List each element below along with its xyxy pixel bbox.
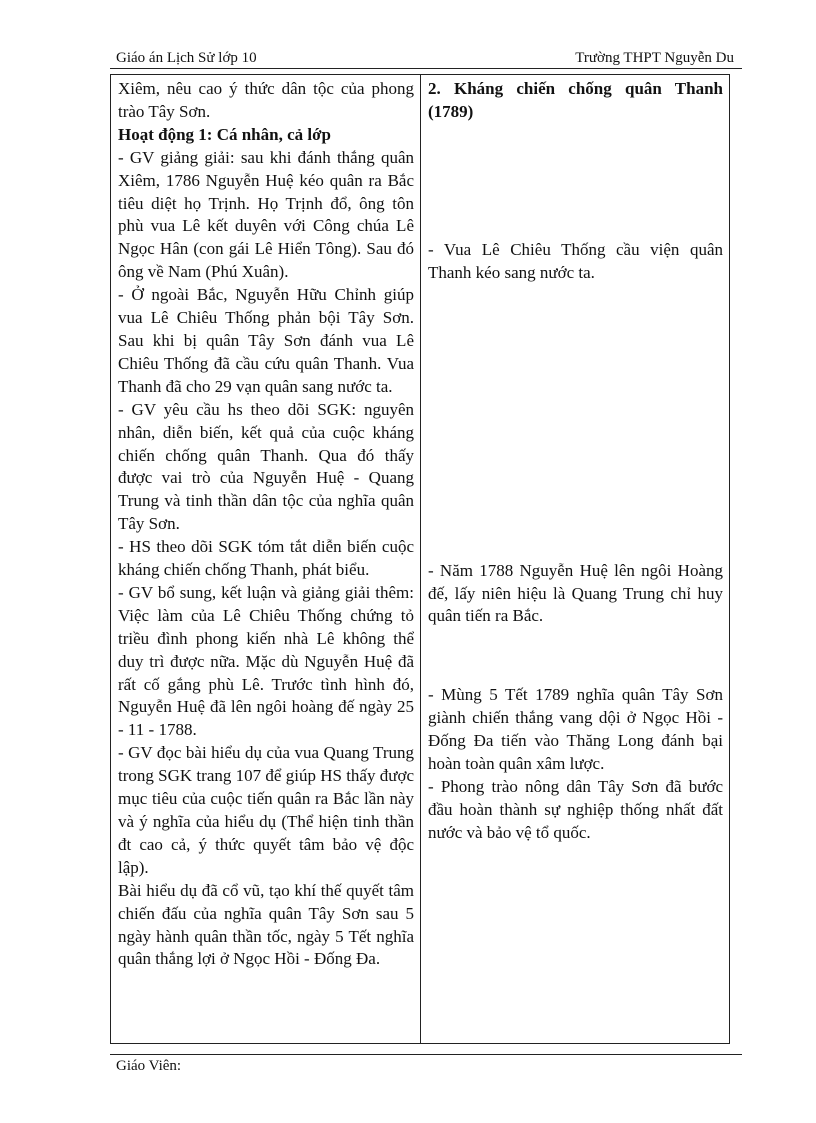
right-paragraph: - Vua Lê Chiêu Thống cầu viện quân Thanh kéo sang nước ta. (428, 239, 723, 282)
page-header (110, 48, 742, 68)
teacher-student-activities-column (111, 75, 421, 1043)
header-divider (110, 68, 742, 69)
section-heading: 2. Kháng chiến chống quân Thanh (1789) (428, 79, 723, 121)
left-paragraph: - GV đọc bài hiểu dụ của vua Quang Trung trong SGK trang 107 để giúp HS thấy được mục tiêu của cuộc tiến quân ra Bắc lần này và ý nghĩa của hiểu dụ (Thể hiện tinh thần đt cao cả, ý thức quyết tâm bảo vệ độc lập). (118, 743, 414, 877)
left-paragraph: - Ở ngoài Bắc, Nguyễn Hữu Chỉnh giúp vua Lê Chiêu Thống phản bội Tây Sơn. Sau khi bị quân Tây Sơn đánh vua Lê Chiêu Thống đã cầu cứu quân Thanh. Vua Thanh đã cho 29 vạn quân sang nước ta. (118, 285, 414, 396)
spacer (428, 285, 723, 560)
knowledge-content-column (421, 75, 729, 1043)
header-subject: Giáo án Lịch Sử lớp 10 (116, 50, 257, 66)
right-paragraph: - Mùng 5 Tết 1789 nghĩa quân Tây Sơn giành chiến thắng vang dội ở Ngọc Hồi - Đống Đa tiến vào Thăng Long đánh bại hoàn toàn quân xâm lược. (428, 685, 723, 774)
spacer (428, 628, 723, 684)
right-paragraph: - Phong trào nông dân Tây Sơn đã bước đầu hoàn thành sự nghiệp thống nhất đất nước và bảo vệ tổ quốc. (428, 776, 723, 842)
left-paragraph: - GV bổ sung, kết luận và giảng giải thêm: Việc làm của Lê Chiêu Thống chứng tỏ triều đình phong kiến nhà Lê không thể duy trì được nữa. Mặc dù Nguyễn Huệ đã rất cố gắng phù Lê. Trước tình hình đó, Nguyễn Huệ đã lên ngôi hoàng đế ngày 25 - 11 - 1788. (118, 582, 414, 740)
left-paragraph: Xiêm, nêu cao ý thức dân tộc của phong trào Tây Sơn. (118, 79, 414, 121)
right-paragraph: - Năm 1788 Nguyễn Huệ lên ngôi Hoàng đế, lấy niên hiệu là Quang Trung chỉ huy quân tiến ra Bắc. (428, 560, 723, 626)
activity-heading: Hoạt động 1: Cá nhân, cả lớp (118, 124, 331, 144)
left-paragraph: - GV yêu cầu hs theo dõi SGK: nguyên nhân, diễn biến, kết quả của cuộc kháng chiến chống quân Thanh. Qua đó thấy được vai trò của Nguyễn Huệ - Quang Trung và tinh thần dân tộc của nghĩa quân Tây Sơn. (118, 399, 414, 534)
footer-teacher-label: Giáo Viên: (116, 1058, 182, 1074)
spacer (428, 124, 723, 239)
lesson-table (110, 74, 730, 1044)
header-school: Trường THPT Nguyễn Du (575, 50, 734, 66)
left-paragraph: Bài hiểu dụ đã cổ vũ, tạo khí thế quyết tâm chiến đấu của nghĩa quân Tây Sơn sau 5 ngày hành quân thần tốc, ngày 5 Tết nghĩa quân thắng lợi ở Ngọc Hồi - Đống Đa. (118, 880, 414, 969)
left-paragraph: - HS theo dõi SGK tóm tắt diễn biến cuộc kháng chiến chống Thanh, phát biểu. (118, 537, 414, 580)
left-paragraph: - GV giảng giải: sau khi đánh thắng quân Xiêm, 1786 Nguyễn Huệ kéo quân ra Bắc tiêu diệt họ Trịnh. Họ Trịnh đổ, ông tôn phù vua Lê kết duyên với Công chúa Lê Ngọc Hân (con gái Lê Hiển Tông). Sau đó ông về Nam (Phú Xuân). (118, 147, 414, 282)
footer-divider (110, 1054, 742, 1055)
